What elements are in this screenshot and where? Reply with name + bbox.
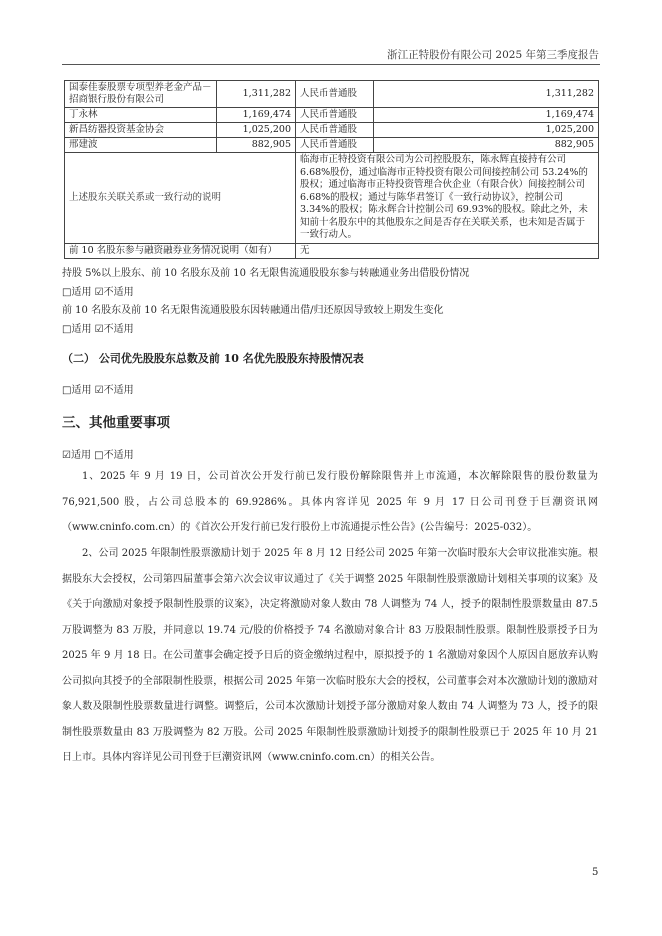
share-type-cell: 人民币普通股 bbox=[296, 108, 374, 123]
holder-shares-cell: 1,169,474 bbox=[217, 108, 296, 123]
applicability-check: ☑适用 □不适用 bbox=[62, 450, 134, 461]
table-row bbox=[65, 81, 599, 108]
table-row bbox=[65, 123, 599, 138]
change-statement: 前 10 名股东及前 10 名无限售流通股股东因转融通出借/归还原因导致较上期发生变化 bbox=[62, 305, 444, 316]
share-count-cell: 1,025,200 bbox=[374, 123, 599, 138]
applicability-check: □适用 ☑不适用 bbox=[62, 287, 134, 298]
report-header-title: 浙江正特股份有限公司 2025 年第三季度报告 bbox=[387, 49, 599, 61]
share-type-cell: 人民币普通股 bbox=[296, 81, 374, 108]
margin-value-cell: 无 bbox=[296, 243, 599, 258]
share-count-cell: 1,311,282 bbox=[374, 81, 599, 108]
holder-name-cell: 邢建波 bbox=[65, 138, 217, 153]
top-shareholders-table bbox=[64, 80, 599, 259]
table-row bbox=[65, 243, 599, 258]
other-matters-heading: 三、其他重要事项 bbox=[62, 415, 170, 431]
header-divider bbox=[62, 64, 600, 65]
relation-note-cell: 临海市正特投资有限公司为公司控股股东，陈永辉直接持有公司 6.68%股份，通过临海市正特投资有限公司间接控制公司 53.24%的股权；通过临海市正特投资管理合伙企业（有限合伙）间接控制公司 6.68%的股权；通过与陈华君签订《一致行动协议》，控制公司 3.34%的股权；陈永辉合计控制公司 69.93%的股权。除此之外，未知前十名股东中的其他股东之间是否存在关联关系，也未知是否属于一致行动人。 bbox=[296, 153, 599, 244]
margin-label-cell: 前 10 名股东参与融资融券业务情况说明（如有） bbox=[65, 243, 296, 258]
share-count-cell: 1,169,474 bbox=[374, 108, 599, 123]
holder-shares-cell: 1,311,282 bbox=[217, 81, 296, 108]
matter-paragraph-1: 1、2025 年 9 月 19 日，公司首次公开发行前已发行股份解除限售并上市流通，本次解除限售的股份数量为 76,921,500 股，占公司总股本的 69.9286%。具体内容详见 2025 年 9 月 17 日公司刊登于巨潮资讯网（www.cninfo.com.cn）的《首次公开发行前已发行股份上市流通提示性公告》(公告编号：2025-032）。 bbox=[62, 471, 598, 533]
relation-label-cell: 上述股东关联关系或一致行动的说明 bbox=[65, 153, 296, 244]
holder-name-cell: 新昌纺器投资基金协会 bbox=[65, 123, 217, 138]
share-count-cell: 882,905 bbox=[374, 138, 599, 153]
applicability-check: □适用 ☑不适用 bbox=[62, 385, 134, 396]
share-type-cell: 人民币普通股 bbox=[296, 123, 374, 138]
holder-shares-cell: 882,905 bbox=[217, 138, 296, 153]
table-row bbox=[65, 153, 599, 244]
share-type-cell: 人民币普通股 bbox=[296, 138, 374, 153]
holder-name-cell: 国泰佳泰股票专项型养老金产品－招商银行股份有限公司 bbox=[65, 81, 217, 108]
applicability-check: □适用 ☑不适用 bbox=[62, 324, 134, 335]
page-number: 5 bbox=[592, 867, 599, 878]
matter-paragraph-2: 2、公司 2025 年限制性股票激励计划于 2025 年 8 月 12 日经公司 2025 年第一次临时股东大会审议批准实施。根据股东大会授权，公司第四届董事会第六次会议审议通过了《关于调整 2025 年限制性股票激励计划相关事项的议案》及《关于向激励对象授予限制性股票的议案》，决定将激励对象人数由 78 人调整为 74 人，授予的限制性股票数量由 87.5 万股调整为 83 万股，并同意以 19.74 元/股的价格授予 74 名激励对象合计 83 万股限制性股票。限制性股票授予日为 2025 年 9 月 18 日。在公司董事会确定授予日后的资金缴纳过程中，原拟授予的 1 名激励对象因个人原因自愿放弃认购公司拟向其授予的全部限制性股票，根据公司 2025 年第一次临时股东大会的授权，公司董事会对本次激励计划的激励对象人数及限制性股票数量进行调整。调整后，公司本次激励计划授予部分激励对象人数由 74 人调整为 73 人，授予的限制性股票数量由 83 万股调整为 82 万股。公司 2025 年限制性股票激励计划授予的限制性股票已于 2025 年 10 月 21 日上市。具体内容详见公司刊登于巨潮资讯网（www.cninfo.com.cn）的相关公告。 bbox=[62, 548, 598, 763]
holder-name-cell: 丁永林 bbox=[65, 108, 217, 123]
holder-shares-cell: 1,025,200 bbox=[217, 123, 296, 138]
table-row bbox=[65, 138, 599, 153]
lending-statement: 持股 5%以上股东、前 10 名股东及前 10 名无限售流通股股东参与转融通业务出借股份情况 bbox=[62, 268, 470, 279]
table-row bbox=[65, 108, 599, 123]
preferred-holders-heading: （二） 公司优先股股东总数及前 10 名优先股股东持股情况表 bbox=[62, 352, 364, 365]
